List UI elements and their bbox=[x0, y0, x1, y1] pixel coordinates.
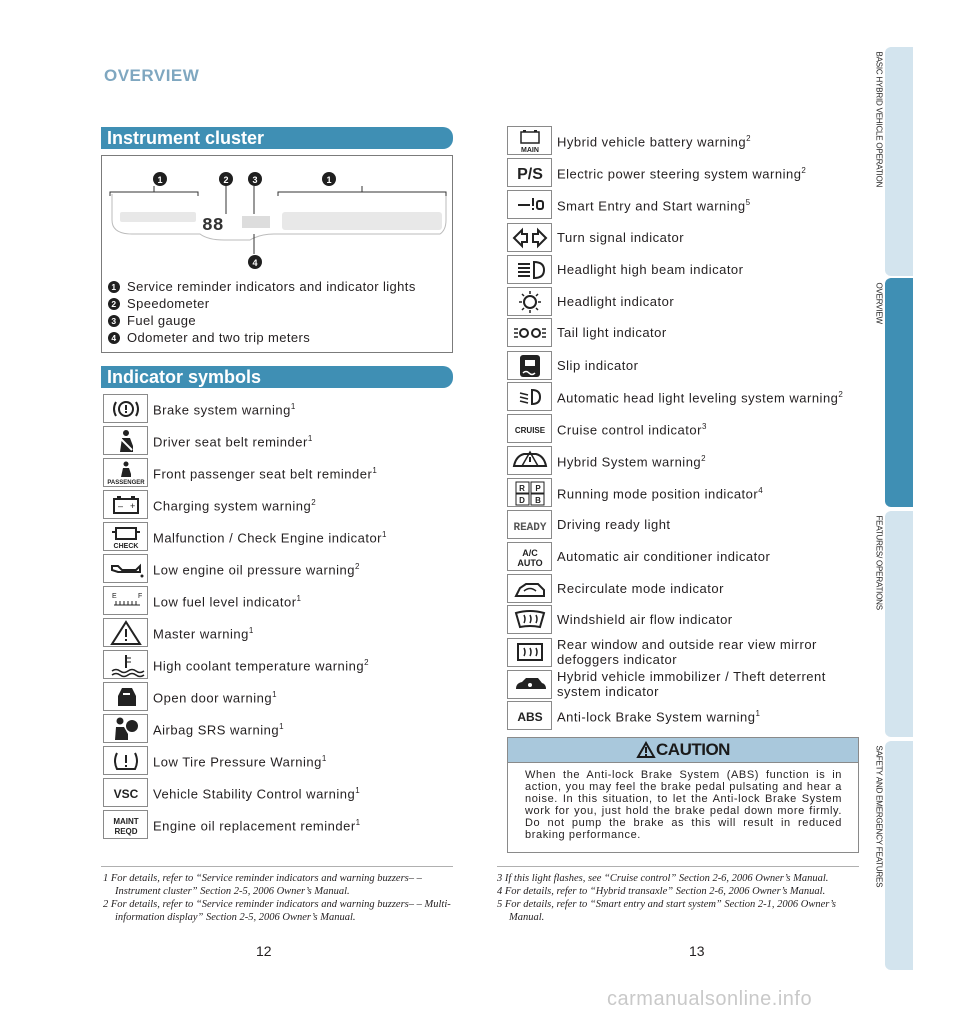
headlight-icon bbox=[507, 287, 552, 316]
indicator-row bbox=[507, 287, 674, 316]
footnote-ref: 1 bbox=[755, 709, 760, 719]
svg-text:CRUISE: CRUISE bbox=[514, 425, 545, 435]
caution-header bbox=[508, 738, 858, 763]
legend-label: Odometer and two trip meters bbox=[127, 330, 311, 345]
indicator-row bbox=[507, 382, 843, 411]
side-tab-label: BASIC HYBRID VEHICLE OPERATION bbox=[874, 51, 884, 188]
indicator-label bbox=[153, 815, 360, 833]
vsc-icon bbox=[103, 778, 148, 807]
indicator-row bbox=[103, 490, 316, 519]
indicator-row bbox=[103, 586, 301, 615]
page-number-right: 13 bbox=[689, 943, 705, 959]
indicator-label bbox=[557, 325, 667, 340]
indicator-row bbox=[103, 458, 377, 487]
footnote-rule-left bbox=[101, 866, 453, 867]
cluster-legend-item bbox=[108, 329, 416, 346]
indicator-label bbox=[557, 581, 724, 596]
side-tab-label: FEATURES/ OPERATIONS bbox=[874, 515, 884, 610]
immobilizer-icon bbox=[507, 670, 552, 699]
svg-text:AUTO: AUTO bbox=[516, 557, 543, 568]
callout-1a bbox=[153, 172, 167, 186]
indicator-row bbox=[103, 650, 369, 679]
indicator-row bbox=[507, 414, 706, 443]
indicator-label bbox=[153, 623, 253, 641]
svg-text:A/C: A/C bbox=[521, 547, 538, 558]
indicator-label-text: Front passenger seat belt reminder bbox=[153, 466, 373, 482]
indicator-label-text: Headlight high beam indicator bbox=[557, 262, 744, 277]
footnote-rule-right bbox=[497, 866, 859, 867]
indicator-row bbox=[507, 190, 750, 219]
footnote-ref: 4 bbox=[758, 486, 763, 496]
indicator-row bbox=[103, 746, 326, 775]
page-header: OVERVIEW bbox=[104, 66, 200, 85]
svg-text:MAIN: MAIN bbox=[520, 146, 539, 154]
indicator-label bbox=[153, 431, 312, 449]
indicator-row bbox=[507, 478, 763, 507]
legend-label: Speedometer bbox=[127, 296, 210, 311]
indicator-label bbox=[557, 706, 760, 724]
indicator-row bbox=[103, 714, 284, 743]
cluster-legend-item bbox=[108, 295, 416, 312]
footnote-ref: 5 bbox=[745, 198, 751, 208]
cluster-legend-item bbox=[108, 312, 416, 329]
caution-body: When the Anti-lock Brake System (ABS) function is in action, you may feel the brake pedal pulsating and hear a noise. In this situation, to let the Anti-lock Brake System work for you, just hold the brake pedal down more firmly. Do not pump the brake as this will result in reduced braking performance. bbox=[525, 769, 842, 841]
footnote: 2 For details, refer to “Service reminder indicators and warning buzzers– – Multi-information display” Section 2-5, 2006 Owner’s Manual. bbox=[103, 899, 451, 923]
legend-number-badge: 1 bbox=[108, 281, 120, 293]
indicator-row bbox=[507, 158, 806, 187]
ready-icon bbox=[507, 510, 552, 539]
footnote-ref: 1 bbox=[272, 690, 277, 700]
indicator-row bbox=[103, 618, 253, 647]
indicator-row bbox=[507, 669, 857, 699]
indicator-row bbox=[507, 542, 770, 571]
footnote-ref: 2 bbox=[354, 562, 360, 572]
indicator-label-text: Low Tire Pressure Warning bbox=[153, 754, 322, 770]
cluster-legend bbox=[108, 278, 416, 346]
indicator-label-text: Headlight indicator bbox=[557, 294, 675, 309]
left-indicator-strip bbox=[120, 212, 196, 222]
footnote-ref: 2 bbox=[746, 134, 751, 144]
cruise-icon bbox=[507, 414, 552, 443]
indicator-label-text: Slip indicator bbox=[557, 358, 639, 373]
indicator-label bbox=[153, 655, 369, 673]
indicator-label-text: Electric power steering system warning bbox=[557, 166, 802, 182]
indicator-label bbox=[557, 195, 750, 213]
indicator-label-text: Running mode position indicator bbox=[557, 486, 759, 502]
indicator-symbols-heading: Indicator symbols bbox=[101, 366, 453, 388]
indicator-row bbox=[103, 778, 360, 807]
indicator-label-text: Driver seat belt reminder bbox=[153, 434, 308, 450]
indicator-label bbox=[557, 517, 671, 532]
watermark: carmanualsonline.info bbox=[607, 988, 813, 1010]
indicator-label-text: Hybrid vehicle immobilizer / Theft deterrent system indicator bbox=[557, 669, 826, 699]
indicator-row bbox=[507, 446, 706, 475]
seatbelt-icon bbox=[103, 426, 148, 455]
indicator-label-text: Turn signal indicator bbox=[557, 230, 685, 245]
indicator-label bbox=[557, 294, 674, 309]
cluster-legend-item bbox=[108, 278, 416, 295]
fuel-gauge-shape bbox=[242, 216, 270, 228]
indicator-label bbox=[557, 262, 744, 277]
indicator-label-text: Recirculate mode indicator bbox=[557, 581, 724, 596]
callout-4 bbox=[248, 255, 262, 269]
indicator-row bbox=[103, 522, 386, 551]
caution-box bbox=[507, 737, 859, 853]
tail-light-icon bbox=[507, 318, 552, 347]
footnote-ref: 1 bbox=[290, 402, 296, 412]
indicator-label bbox=[557, 669, 857, 699]
indicator-label-text: Driving ready light bbox=[557, 517, 671, 532]
indicator-label-text: Brake system warning bbox=[153, 402, 291, 418]
cluster-speed-readout: 88 bbox=[202, 216, 224, 236]
indicator-label bbox=[557, 230, 684, 245]
indicator-row bbox=[103, 394, 295, 423]
maint-reqd-icon bbox=[103, 810, 148, 839]
svg-text:VSC: VSC bbox=[113, 786, 138, 801]
recirculate-icon bbox=[507, 574, 552, 603]
indicator-label-text: Master warning bbox=[153, 626, 249, 642]
passenger-seatbelt-icon bbox=[103, 458, 148, 487]
instrument-cluster-diagram bbox=[101, 155, 453, 353]
svg-text:F: F bbox=[137, 592, 142, 600]
indicator-label bbox=[557, 131, 751, 149]
indicator-label bbox=[153, 687, 277, 705]
indicator-label bbox=[557, 163, 806, 181]
svg-text:MAINT: MAINT bbox=[112, 816, 139, 826]
svg-text:B: B bbox=[534, 495, 541, 505]
callout-3-num: 3 bbox=[252, 175, 258, 185]
battery-icon bbox=[103, 490, 148, 519]
running-mode-icon bbox=[507, 478, 552, 507]
indicator-row bbox=[507, 701, 760, 730]
legend-number-badge: 4 bbox=[108, 332, 120, 344]
indicator-row bbox=[507, 637, 857, 667]
legend-label: Fuel gauge bbox=[127, 313, 197, 328]
callout-4-num: 4 bbox=[252, 258, 258, 268]
indicator-label bbox=[557, 637, 857, 667]
indicator-row bbox=[507, 351, 638, 380]
svg-text:READY: READY bbox=[512, 521, 547, 534]
footnote: 1 For details, refer to “Service reminder indicators and warning buzzers– – Instrument cluster” Section 2-5, 2006 Owner’s Manual. bbox=[103, 873, 422, 897]
svg-text:CHECK: CHECK bbox=[113, 542, 138, 550]
indicator-row bbox=[507, 126, 751, 155]
indicator-label-text: Hybrid vehicle battery warning bbox=[557, 134, 747, 150]
footnote-ref: 2 bbox=[311, 498, 316, 508]
indicator-row bbox=[103, 682, 277, 711]
footnote-ref: 1 bbox=[355, 818, 361, 828]
abs-icon bbox=[507, 701, 552, 730]
indicator-label-text: Automatic head light leveling system warning bbox=[557, 390, 839, 406]
side-tab-4[interactable] bbox=[885, 741, 913, 970]
footnote-ref: 2 bbox=[801, 166, 806, 176]
right-indicator-list bbox=[507, 126, 857, 731]
indicator-label-text: Malfunction / Check Engine indicator bbox=[153, 530, 383, 546]
indicator-label-text: Open door warning bbox=[153, 690, 273, 706]
indicator-label-text: Engine oil replacement reminder bbox=[153, 818, 356, 834]
oil-pressure-icon bbox=[103, 554, 148, 583]
indicator-label-text: Cruise control indicator bbox=[557, 422, 702, 438]
footnote-ref: 1 bbox=[382, 530, 387, 540]
callout-2-num: 2 bbox=[223, 175, 229, 185]
indicator-label-text: Automatic air conditioner indicator bbox=[557, 549, 771, 564]
indicator-label bbox=[153, 495, 316, 513]
right-indicator-strip bbox=[282, 212, 442, 230]
indicator-label-text: Vehicle Stability Control warning bbox=[153, 786, 356, 802]
indicator-row bbox=[507, 574, 724, 603]
indicator-label-text: Smart Entry and Start warning bbox=[557, 198, 746, 214]
side-tab-label: SAFETY AND EMERGENCY FEATURES bbox=[874, 745, 884, 888]
footnotes-left bbox=[103, 872, 458, 924]
side-tab-3[interactable] bbox=[885, 511, 913, 737]
tire-pressure-icon bbox=[103, 746, 148, 775]
indicator-label bbox=[153, 399, 295, 417]
master-warning-icon bbox=[103, 618, 148, 647]
headlight-leveling-icon bbox=[507, 382, 552, 411]
indicator-label bbox=[557, 358, 638, 373]
legend-label: Service reminder indicators and indicator lights bbox=[127, 279, 416, 294]
side-tab-1[interactable] bbox=[885, 47, 913, 276]
hybrid-battery-icon bbox=[507, 126, 552, 155]
legend-number-badge: 2 bbox=[108, 298, 120, 310]
footnote-ref: 1 bbox=[355, 786, 360, 796]
open-door-icon bbox=[103, 682, 148, 711]
svg-text:PASSENGER: PASSENGER bbox=[106, 479, 145, 486]
footnote-ref: 1 bbox=[321, 754, 327, 764]
footnote-ref: 1 bbox=[248, 626, 254, 636]
callout-1b bbox=[322, 172, 336, 186]
smart-key-icon bbox=[507, 190, 552, 219]
indicator-label-text: Airbag SRS warning bbox=[153, 722, 280, 738]
caution-title: CAUTION bbox=[656, 740, 730, 759]
footnote-ref: 1 bbox=[372, 466, 377, 476]
turn-signal-icon bbox=[507, 223, 552, 252]
slip-icon bbox=[507, 351, 552, 380]
coolant-temp-icon bbox=[103, 650, 148, 679]
page-number-left: 12 bbox=[256, 943, 272, 959]
indicator-label-text: Low engine oil pressure warning bbox=[153, 562, 355, 578]
svg-text:–: – bbox=[117, 500, 123, 511]
indicator-label-text: Windshield air flow indicator bbox=[557, 612, 733, 627]
check-engine-icon bbox=[103, 522, 148, 551]
indicator-label bbox=[557, 419, 706, 437]
indicator-label bbox=[153, 559, 359, 577]
svg-text:+: + bbox=[129, 500, 135, 511]
cluster-illustration bbox=[102, 156, 452, 276]
callout-1a-num: 1 bbox=[157, 175, 163, 185]
legend-number-badge: 3 bbox=[108, 315, 120, 327]
footnote: 5 For details, refer to “Smart entry and start system” Section 2-1, 2006 Owner’s Manual. bbox=[497, 899, 837, 923]
svg-text:ABS: ABS bbox=[516, 709, 543, 724]
footnote-ref: 2 bbox=[701, 454, 706, 464]
power-steering-icon bbox=[507, 158, 552, 187]
indicator-label bbox=[153, 591, 301, 609]
footnote-ref: 3 bbox=[701, 422, 707, 432]
indicator-label bbox=[557, 549, 770, 564]
footnote-ref: 2 bbox=[364, 658, 369, 668]
indicator-label bbox=[557, 387, 843, 405]
brake-icon bbox=[103, 394, 148, 423]
indicator-label bbox=[557, 612, 733, 627]
svg-text:E: E bbox=[111, 592, 117, 600]
indicator-label-text: Hybrid System warning bbox=[557, 454, 702, 470]
footnote: 4 For details, refer to “Hybrid transaxle” Section 2-6, 2006 Owner’s Manual. bbox=[497, 886, 826, 897]
indicator-label bbox=[153, 527, 386, 545]
indicator-row bbox=[507, 605, 733, 634]
indicator-row bbox=[103, 554, 359, 583]
indicator-label-text: High coolant temperature warning bbox=[153, 658, 365, 674]
indicator-label-text: Anti-lock Brake System warning bbox=[557, 709, 756, 725]
indicator-label bbox=[153, 783, 360, 801]
indicator-row bbox=[507, 318, 667, 347]
indicator-label-text: Tail light indicator bbox=[557, 325, 667, 340]
left-indicator-list bbox=[103, 394, 453, 844]
svg-text:P/S: P/S bbox=[516, 165, 543, 183]
indicator-label bbox=[557, 451, 706, 469]
rear-defog-icon bbox=[507, 638, 552, 667]
side-tab-label: OVERVIEW bbox=[874, 282, 884, 324]
indicator-label-text: Rear window and outside rear view mirror defoggers indicator bbox=[557, 637, 817, 667]
indicator-label-text: Charging system warning bbox=[153, 498, 312, 514]
indicator-label bbox=[153, 463, 377, 481]
high-beam-icon bbox=[507, 255, 552, 284]
footnote-ref: 2 bbox=[838, 390, 843, 400]
indicator-row bbox=[103, 426, 312, 455]
indicator-label bbox=[153, 719, 284, 737]
svg-text:REQD: REQD bbox=[113, 826, 138, 836]
indicator-row bbox=[103, 810, 360, 839]
svg-text:D: D bbox=[518, 495, 525, 505]
indicator-row bbox=[507, 223, 684, 252]
callout-2 bbox=[219, 172, 233, 186]
footnote-ref: 1 bbox=[307, 434, 313, 444]
footnote: 3 If this light flashes, see “Cruise control” Section 2-6, 2006 Owner’s Manual. bbox=[497, 873, 829, 884]
indicator-label bbox=[557, 483, 763, 501]
ac-auto-icon bbox=[507, 542, 552, 571]
footnotes-right bbox=[497, 872, 867, 924]
warning-triangle-icon bbox=[636, 741, 656, 759]
svg-text:R: R bbox=[518, 483, 525, 493]
indicator-label-text: Low fuel level indicator bbox=[153, 594, 297, 610]
indicator-row bbox=[507, 510, 671, 539]
indicator-label bbox=[153, 751, 326, 769]
svg-text:P: P bbox=[534, 483, 541, 493]
side-tab-2[interactable] bbox=[885, 278, 913, 507]
windshield-icon bbox=[507, 605, 552, 634]
airbag-icon bbox=[103, 714, 148, 743]
instrument-cluster-heading: Instrument cluster bbox=[101, 127, 453, 149]
fuel-level-icon bbox=[103, 586, 148, 615]
callout-3 bbox=[248, 172, 262, 186]
footnote-ref: 1 bbox=[279, 722, 284, 732]
hybrid-system-icon bbox=[507, 446, 552, 475]
indicator-row bbox=[507, 255, 744, 284]
footnote-ref: 1 bbox=[296, 594, 301, 604]
callout-1b-num: 1 bbox=[326, 175, 332, 185]
